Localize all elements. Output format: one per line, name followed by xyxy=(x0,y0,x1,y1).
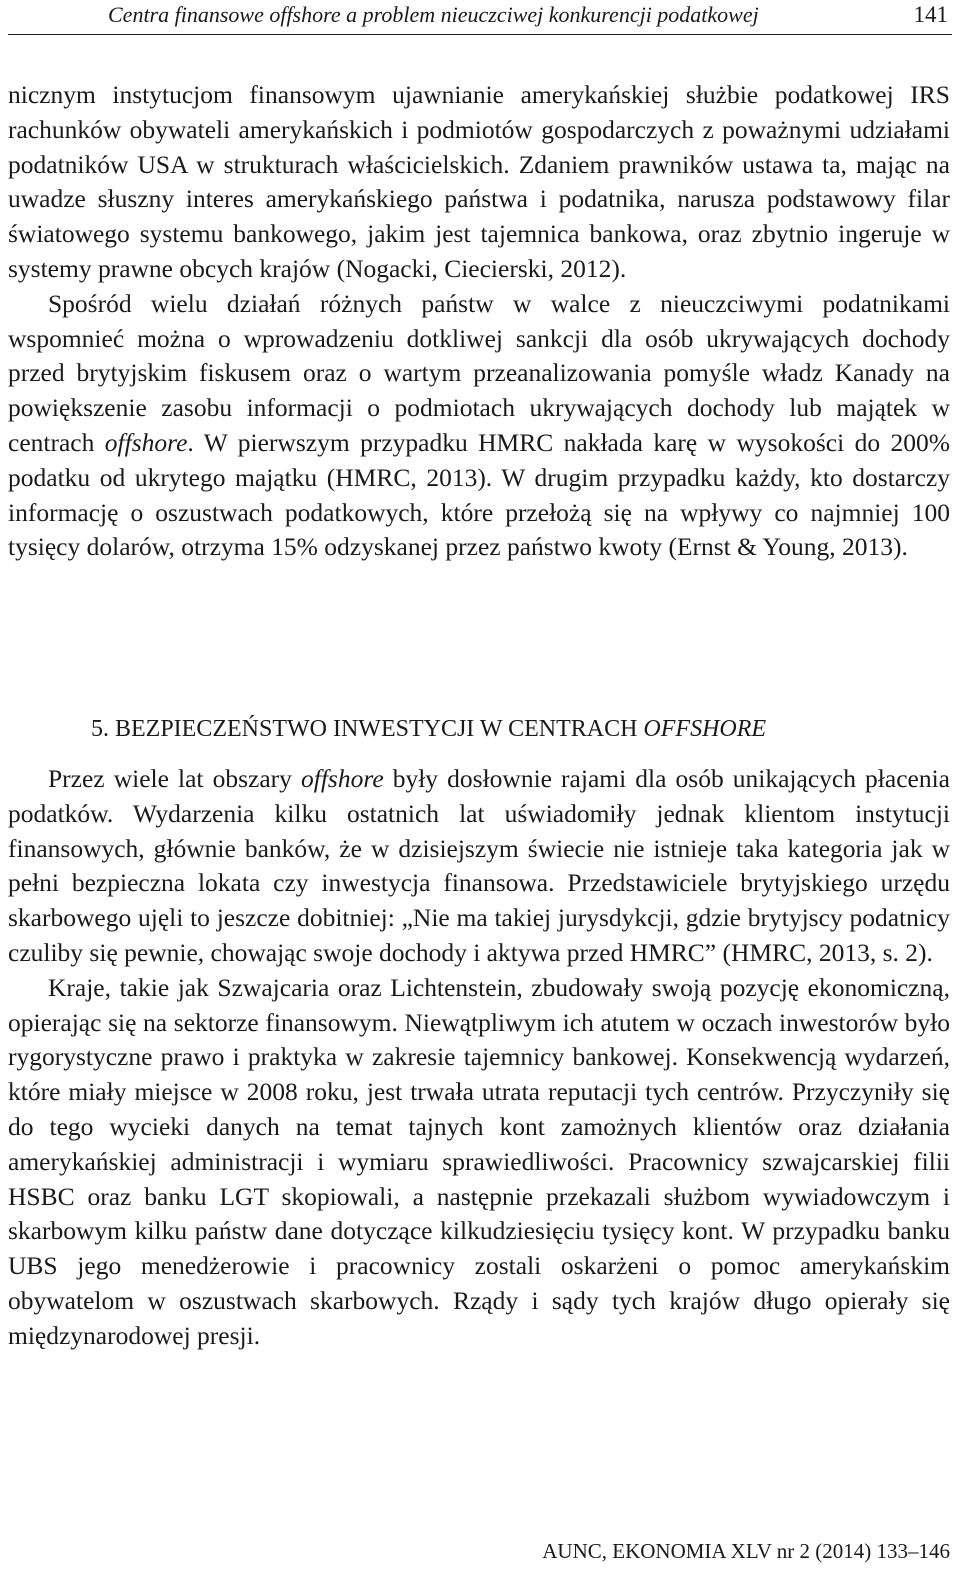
section-heading xyxy=(91,712,766,746)
running-header xyxy=(8,0,952,35)
page-number: 141 xyxy=(913,2,948,27)
body-text-block-2 xyxy=(8,762,950,1354)
body-text-block-1 xyxy=(8,78,950,565)
paragraph-4: Kraje, takie jak Szwajcaria oraz Lichtenstein, zbudowały swoją pozycję ekonomiczną, opierając się na sektorze finansowym. Niewątpliwym ich atutem w oczach inwestorów było rygorystyczne prawo i praktyka w zakresie tajemnicy bankowej. Konsekwencją wydarzeń, które miały miejsce w 2008 roku, jest trwała utrata reputacji tych centrów. Przyczyniły się do tego wycieki danych na temat tajnych kont zamożnych klientów oraz działania amerykańskiej administracji i wymiaru sprawiedliwości. Pracownicy szwajcarskiej filii HSBC oraz banku LGT skopiowali, a następnie przekazali służbom wywiadowczym i skarbowym kilku państw dane dotyczące kilkudziesięciu tysięcy kont. W przypadku banku UBS jego menedżerowie i pracownicy zostali oskarżeni o pomoc amerykańskim obywatelom w oszustwach skarbowych. Rządy i sądy tych krajów długo opierały się międzynarodowej presji. xyxy=(8,972,950,1350)
paragraph-2-text-b: . W pierwszym przypadku HMRC nakłada karę w wysokości do 200% podatku od ukrytego majątku (HMRC, 2013). W drugim przypadku każdy, kto dostarczy informację o oszustwach podatkowych, które przełożą się na wpływy co najmniej 100 tysięcy dolarów, otrzyma 15% odzyskanej przez państwo kwoty (Ernst & Young, 2013). xyxy=(8,427,950,562)
paragraph-3-italic: offshore xyxy=(301,764,384,793)
running-header-title: Centra finansowe offshore a problem nieuczciwej konkurencji podatkowej xyxy=(108,2,759,27)
paragraph-1: nicznym instytucjom finansowym ujawnianie amerykańskiej służbie podatkowej IRS rachunków obywateli amerykańskich i podmiotów gospodarczych z poważnymi udziałami podatników USA w strukturach właścicielskich. Zdaniem prawników ustawa ta, mając na uwadze słuszny interes amerykańskiego państwa i podatnika, narusza podstawowy filar światowego systemu bankowego, jakim jest tajemnica bankowa, oraz zbytnio ingeruje w systemy prawne obcych krajów (Nogacki, Ciecierski, 2012). xyxy=(8,80,950,283)
paragraph-3-text-a: Przez wiele lat obszary xyxy=(48,764,301,793)
paragraph-3 xyxy=(8,762,950,971)
section-heading-italic: OFFSHORE xyxy=(643,716,767,742)
section-heading-text: 5. BEZPIECZEŃSTWO INWESTYCJI W CENTRACH xyxy=(91,716,644,742)
paragraph-2-italic: offshore xyxy=(104,427,188,457)
footer-citation: AUNC, EKONOMIA XLV nr 2 (2014) 133–146 xyxy=(542,1539,950,1563)
paragraph-2 xyxy=(8,287,950,565)
paragraph-3-text-b: były dosłownie rajami dla osób unikających płacenia podatków. Wydarzenia kilku ostatnich lat uświadomiły jednak klientom instytucji finansowych, głównie banków, że w dzisiejszym świecie nie istnieje taka kategoria jak w pełni bezpieczna lokata czy inwestycja finansowa. Przedstawiciele brytyjskiego urzędu skarbowego ujęli to jeszcze dobitniej: „Nie ma takiej jurysdykcji, gdzie brytyjscy podatnicy czuliby się pewnie, chowając swoje dochody i aktywa przed HMRC” (HMRC, 2013, s. 2). xyxy=(8,764,951,967)
paragraph-2-text-a: Spośród wielu działań różnych państw w walce z nieuczciwymi podatnikami wspomnieć można o wprowadzeniu dotkliwej sankcji dla osób ukrywających dochody przed brytyjskim fiskusem oraz o wartym przeanalizowania pomyśle władz Kanady na powiększenie zasobu informacji o podmiotach ukrywających dochody lub majątek w centrach xyxy=(8,288,950,457)
